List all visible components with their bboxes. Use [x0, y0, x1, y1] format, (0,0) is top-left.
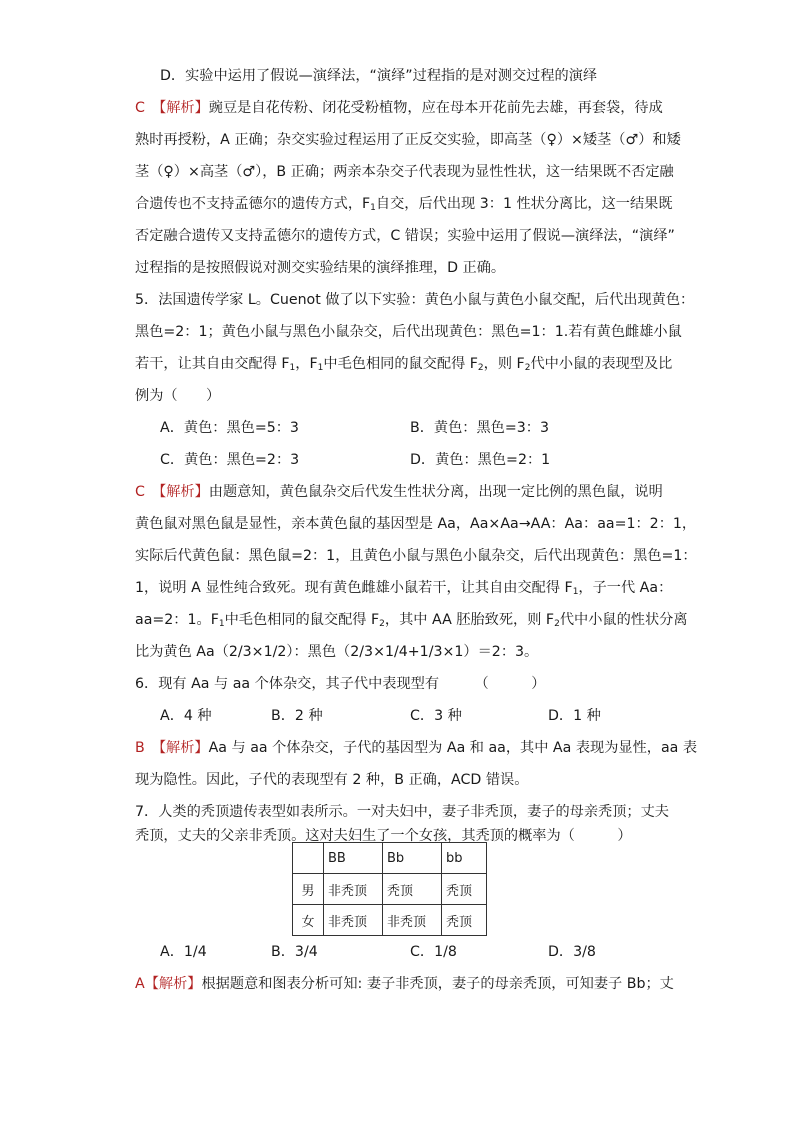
question-5-option-a: A．黄色：黑色=5：3	[160, 420, 299, 436]
question-7-option-d: D．3/8	[548, 944, 596, 960]
analysis-tag: 【解析】	[158, 740, 209, 756]
answer-4-line-4	[135, 194, 673, 214]
table-row	[293, 905, 487, 936]
question-5-line-2: 黑色=2：1；黄色小鼠与黑色小鼠杂交，后代出现黄色：黑色=1：1.若有黄色雌雄小鼠	[135, 324, 682, 340]
analysis-tag: 【解析】	[144, 976, 202, 992]
answer-4-line-3: 茎（♀）×高茎（♂），B 正确；两亲本杂交子代表现为显性性状，这一结果既不否定融	[135, 164, 674, 180]
question-5-line-3	[135, 354, 672, 374]
question-5-line-4: 例为（ ）	[135, 388, 221, 404]
text-segment: 中毛色相同的鼠交配得 F	[224, 612, 380, 628]
subscript: 2	[554, 619, 560, 629]
answer-6-line-1	[135, 738, 697, 758]
answer-label: C	[135, 484, 145, 500]
answer-4-line-2: 熟时再授粉，A 正确；杂交实验过程运用了正反交实验，即高茎（♀）×矮茎（♂）和矮	[135, 132, 681, 148]
text-segment: 若干，让其自由交配得 F	[135, 356, 290, 372]
table-header-row	[293, 843, 487, 874]
answer-label: C	[135, 100, 145, 116]
question-7-option-c: C．1/8	[410, 944, 457, 960]
question-5-option-b: B．黄色：黑色=3：3	[410, 420, 549, 436]
subscript: 1	[370, 203, 376, 213]
question-5-option-c: C．黄色：黑色=2：3	[160, 452, 300, 468]
question-6-line-1: 6．现有 Aa 与 aa 个体杂交，其子代中表现型有 （ ）	[135, 676, 546, 692]
text-segment: ，子一代 Aa：	[578, 580, 673, 596]
text-segment: ，其中 AA 胚胎致死，则 F	[384, 612, 555, 628]
analysis-tag: 【解析】	[159, 484, 209, 500]
analysis-text: Aa 与 aa 个体杂交，子代的基因型为 Aa 和 aa，其中 Aa 表现为显性，aa 表	[208, 740, 698, 756]
table-cell: 秃顶	[442, 874, 487, 905]
text-segment: 中毛色相同的鼠交配得 F	[323, 356, 478, 372]
subscript: 1	[218, 619, 225, 629]
table-cell: bb	[442, 843, 487, 874]
table-cell: 非秃顶	[324, 874, 383, 905]
subscript: 1	[572, 587, 579, 597]
table-cell: 秃顶	[383, 874, 442, 905]
table-cell: 非秃顶	[383, 905, 442, 936]
question-7-line-2: 秃顶，丈夫的父亲非秃顶。这对夫妇生了一个女孩，其秃顶的概率为（ ）	[135, 828, 632, 844]
text-segment: aa=2：1。F	[135, 612, 219, 628]
answer-5-line-2: 黄色鼠对黑色鼠是显性，亲本黄色鼠的基因型是 Aa，Aa×Aa→AA：Aa：aa=1：2：1，	[135, 516, 697, 532]
question-7-option-b: B．3/4	[271, 944, 318, 960]
text-segment: ，则 F	[483, 356, 525, 372]
subscript: 2	[379, 619, 385, 629]
text-segment: 1，说明 A 显性纯合致死。现有黄色雌雄小鼠若干，让其自由交配得 F	[135, 580, 573, 596]
answer-5-line-4	[135, 578, 672, 598]
question-6-option-a: A．4 种	[160, 708, 212, 724]
text-segment: 合遗传也不支持孟德尔的遗传方式，F	[135, 196, 371, 212]
question-5-line-1: 5．法国遗传学家 L。Cuenot 做了以下实验：黄色小鼠与黄色小鼠交配，后代出现黄色：	[135, 292, 695, 308]
analysis-text: 由题意知，黄色鼠杂交后代发生性状分离，出现一定比例的黑色鼠，说明	[208, 484, 663, 500]
table-row	[293, 874, 487, 905]
analysis-text: 根据题意和图表分析可知: 妻子非秃顶，妻子的母亲秃顶，可知妻子 Bb；丈	[201, 976, 674, 992]
question-7-line-1: 7．人类的秃顶遗传表型如表所示。一对夫妇中，妻子非秃顶，妻子的母亲秃顶；丈夫	[135, 804, 669, 820]
answer-6-line-2: 现为隐性。因此，子代的表现型有 2 种，B 正确，ACD 错误。	[135, 772, 529, 788]
answer-4-line-6: 过程指的是按照假说对测交实验结果的演绎推理，D 正确。	[135, 260, 506, 276]
table-cell: 男	[293, 874, 324, 905]
text-segment: ，F	[295, 356, 318, 372]
answer-4-line-5: 否定融合遗传又支持孟德尔的遗传方式，C 错误；实验中运用了假说—演绎法，“演绎”	[135, 228, 675, 244]
subscript: 1	[317, 363, 324, 373]
subscript: 2	[477, 363, 484, 373]
analysis-text: 豌豆是自花传粉、闭花受粉植物，应在母本开花前先去雄，再套袋，待成	[208, 100, 663, 116]
table-cell: Bb	[383, 843, 442, 874]
answer-4-line-1	[135, 98, 663, 118]
answer-label: B	[135, 740, 145, 756]
question-7-option-a: A．1/4	[160, 944, 207, 960]
subscript: 2	[524, 363, 531, 373]
answer-5-line-1	[135, 482, 663, 502]
answer-5-line-6: 比为黄色 Aa（2/3×1/2）：黑色（2/3×1/4+1/3×1）＝2：3。	[135, 644, 539, 660]
question-6-option-c: C．3 种	[410, 708, 462, 724]
table-cell: 非秃顶	[324, 905, 383, 936]
table-cell: BB	[324, 843, 383, 874]
answer-label: A	[135, 976, 145, 992]
answer-5-line-5	[135, 610, 688, 630]
question-6-option-b: B．2 种	[271, 708, 323, 724]
answer-5-line-3: 实际后代黄色鼠：黑色鼠=2：1，且黄色小鼠与黑色小鼠杂交，后代出现黄色：黑色=1：	[135, 548, 697, 564]
baldness-genotype-table	[292, 842, 487, 936]
text-segment: 自交，后代出现 3：1 性状分离比，这一结果既	[375, 196, 673, 212]
text-segment: 代中小鼠的表现型及比	[530, 356, 673, 372]
table-cell: 女	[293, 905, 324, 936]
text-segment: 代中小鼠的性状分离	[559, 612, 688, 628]
table-cell	[293, 843, 324, 874]
answer-7-line-1	[135, 974, 674, 994]
question-4-option-d: D．实验中运用了假说—演绎法，“演绎”过程指的是对测交过程的演绎	[160, 68, 598, 84]
question-6-option-d: D．1 种	[548, 708, 601, 724]
question-5-option-d: D．黄色：黑色=2：1	[410, 452, 551, 468]
analysis-tag: 【解析】	[159, 100, 209, 116]
table-cell: 秃顶	[442, 905, 487, 936]
subscript: 1	[289, 363, 296, 373]
